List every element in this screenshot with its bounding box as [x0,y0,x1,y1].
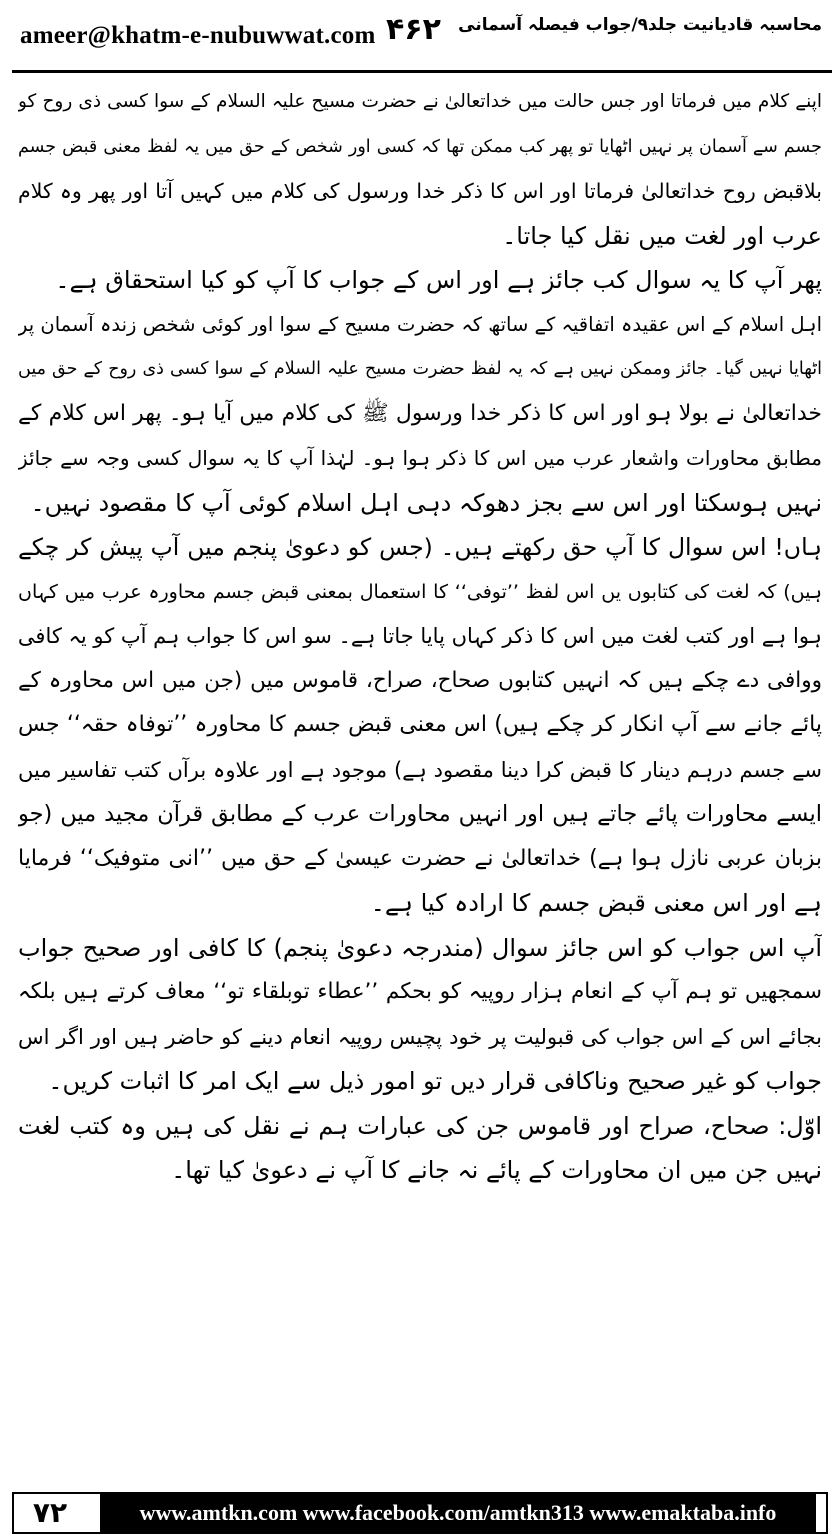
text-line: جواب کو غیر صحیح وناکافی قرار دیں تو امور ذیل سے ایک امر کا اثبات کریں۔ [48,1067,822,1095]
page-footer [0,1492,840,1540]
text-line: پھر آپ کا یہ سوال کب جائز ہے اور اس کے جواب کا آپ کو کیا استحقاق ہے۔ [55,266,822,294]
text-line: سمجھیں تو ہم آپ کے انعام ہزار روپیہ کو بحکم ’’عطاء توبلقاء تو‘‘ معاف کرتے ہیں بلکہ [18,979,822,1004]
text-line: ہوا ہے اور کتب لغت میں اس کا ذکر کہاں پایا جاتا ہے۔ سو اس کا جواب ہم آپ کو یہ کافی [18,624,822,648]
text-line: بجائے اس کے اس جواب کی قبولیت پر خود پچیس روپیہ انعام دینے کو حاضر ہیں اور اگر اس [18,1024,822,1049]
text-line: اٹھایا نہیں گیا۔ جائز وممکن نہیں ہے کہ یہ لفظ حضرت مسیح علیہ السلام کے سوا کسی ذی روح کے حق میں [18,359,822,379]
text-line: ایسے محاورات پائے جاتے ہیں اور انہیں محاورات عرب کے مطابق قرآن مجید میں (جو [18,801,822,827]
header-page-number: ۴۶۲ [386,12,441,47]
text-line: بزبان عربی نازل ہوا ہے) خداتعالیٰ نے حضرت عیسیٰ کے حق میں ’’انی متوفیک‘‘ فرمایا [18,845,822,871]
page-header [0,0,840,78]
header-email[interactable]: ameer@khatm-e-nubuwwat.com [20,22,376,49]
text-line: جسم سے آسمان پر نہیں اٹھایا تو پھر کب ممکن تھا کہ کسی اور شخص کے حق میں یہ لفظ معنی قبض جسم [18,136,822,157]
text-line: مطابق محاورات واشعار عرب میں اس کا ذکر ہوا ہو۔ لہٰذا آپ کا یہ سوال کسی وجہ سے جائز [18,446,822,470]
page-body-text [18,80,822,1445]
text-line: ووافی دے چکے ہیں کہ انہیں کتابوں صحاح، صراح، قاموس میں (جن میں اس محاورہ کے [18,667,822,693]
header-title: محاسبہ قادیانیت جلد۹/جواب فیصلہ آسمانی [458,15,822,35]
text-line: ہے اور اس معنی قبض جسم کا ارادہ کیا ہے۔ [370,889,822,917]
text-line: بلاقبض روح خداتعالیٰ فرماتا اور اس کا ذکر خدا ورسول کی کلام میں کہیں آتا اور پھر وہ کلام [18,179,822,203]
text-line: سے جسم درہم دینار کا قبض کرا دینا مقصود ہے) موجود ہے اور علاوہ برآں کتب تفاسیر میں [18,757,822,782]
text-line: عرب اور لغت میں نقل کیا جاتا۔ [502,221,822,250]
text-line: آپ اس جواب کو اس جائز سوال (مندرجہ دعویٰ پنجم) کا کافی اور صحیح جواب [18,933,822,962]
text-line: پائے جانے سے آپ انکار کر چکے ہیں) اس معنی قبض جسم کا محاورہ ’’توفاہ حقہ‘‘ جس [18,712,822,737]
text-line: ہاں! اس سوال کا آپ حق رکھتے ہیں۔ (جس کو دعویٰ پنجم میں آپ پیش کر چکے [18,533,822,561]
text-line: اپنے کلام میں فرماتا اور جس حالت میں خداتعالیٰ نے حضرت مسیح علیہ السلام کے سوا کسی ذی روح کو [18,91,822,112]
text-line: اہل اسلام کے اس عقیدہ اتفاقیہ کے ساتھ کہ حضرت مسیح کے سوا اور کوئی شخص زندہ آسمان پر [18,312,822,336]
text-line: نہیں جن میں ان محاورات کے پائے نہ جانے کا آپ نے دعویٰ کیا تھا۔ [171,1156,822,1184]
footer-page-number: ۷۲ [32,1496,68,1529]
text-line: خداتعالیٰ نے بولا ہو اور اس کا ذکر خدا ورسول ﷺ کی کلام میں آیا ہو۔ پھر اس کلام کے [18,400,822,426]
text-line: نہیں ہوسکتا اور اس سے بجز دھوکہ دہی اہل اسلام کوئی آپ کا مقصود نہیں۔ [30,488,822,517]
footer-links[interactable]: www.amtkn.com www.facebook.com/amtkn313 www.emaktaba.info [100,1494,816,1532]
text-line: ہیں) کہ لغت کی کتابوں یں اس لفظ ’’توفی‘‘ کا استعمال بمعنی قبض جسم محاورہ عرب میں کہاں [18,580,822,603]
text-line: اوّل: صحاح، صراح اور قاموس جن کی عبارات ہم نے نقل کی ہیں وہ کتب لغت [18,1111,822,1140]
header-divider [12,70,832,73]
